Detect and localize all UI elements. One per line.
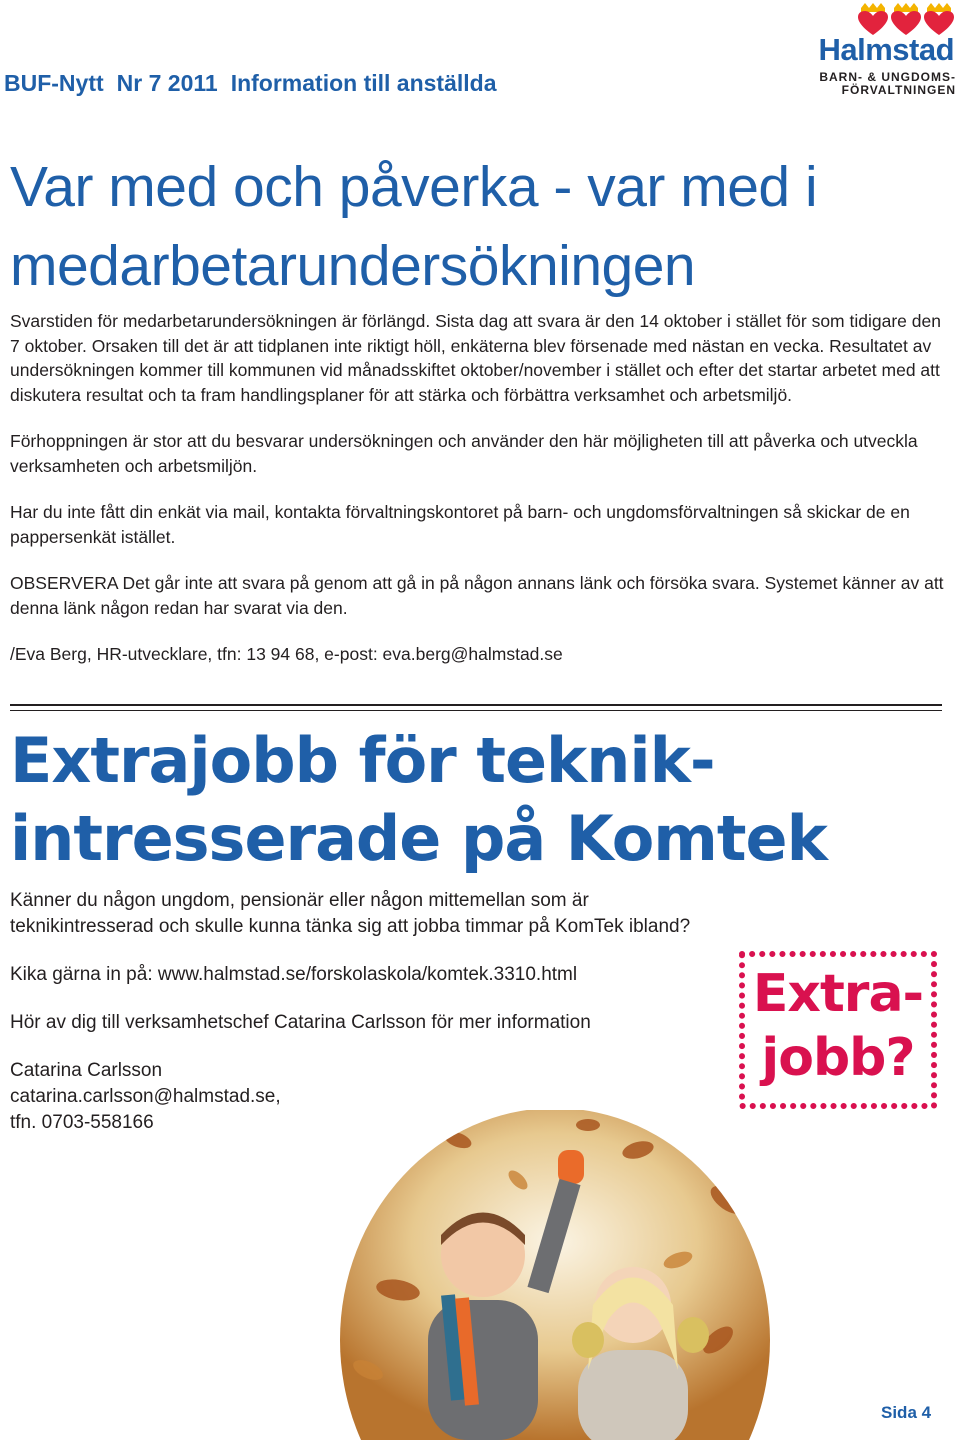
logo-wordmark: Halmstad xyxy=(818,32,954,67)
article-1-title: Var med och påverka - var med i medarbetarundersökningen xyxy=(10,155,818,298)
callout-line-2: jobb? xyxy=(761,1028,915,1088)
extrajobb-callout xyxy=(738,950,938,1110)
article-2-paragraph: Känner du någon ungdom, pensionär eller någon mittemellan som är teknikintresserad och skulle kunna tänka sig att jobba timmar på KomTek ibland? xyxy=(10,890,691,937)
publication-name: BUF-Nytt xyxy=(4,70,104,96)
contact-phone: tfn. 0703-558166 xyxy=(10,1112,154,1133)
contact-email: catarina.carlsson@halmstad.se, xyxy=(10,1086,281,1107)
article-2-title: Extrajobb för teknik-intresserade på Komtek xyxy=(10,724,827,875)
article-1-paragraph: Förhoppningen är stor att du besvarar undersökningen och använder den här möjligheten till att påverka och utveckla verksamheten och arbetsmiljön. xyxy=(10,431,918,476)
callout-line-1: Extra- xyxy=(752,964,924,1024)
article-1-body xyxy=(10,309,950,689)
crowned-hearts-icon xyxy=(856,2,960,36)
article-1-paragraph: Har du inte fått din enkät via mail, kontakta förvaltningskontoret på barn- och ungdomsförvaltningen så skickar de en pappersenkät istället. xyxy=(10,502,910,547)
article-2-link-paragraph: Kika gärna in på: www.halmstad.se/forskolaskola/komtek.3310.html xyxy=(10,964,578,985)
newsletter-header xyxy=(4,70,510,97)
section-divider xyxy=(10,704,942,711)
header-subtitle: Information till anställda xyxy=(230,70,497,96)
page-number: Sida 4 xyxy=(881,1403,932,1422)
issue-number: Nr 7 2011 xyxy=(116,70,218,96)
article-2-paragraph: Hör av dig till verksamhetschef Catarina Carlsson för mer information xyxy=(10,1012,591,1033)
article-1-signature: /Eva Berg, HR-utvecklare, tfn: 13 94 68, e-post: eva.berg@halmstad.se xyxy=(10,644,563,664)
contact-name: Catarina Carlsson xyxy=(10,1060,163,1081)
article-1-paragraph: OBSERVERA Det går inte att svara på genom att gå in på någon annans länk och försöka svara. Systemet känner av att denna länk någon redan har svarat via den. xyxy=(10,573,944,618)
halmstad-logo xyxy=(808,2,958,98)
children-playing-in-autumn-leaves-photo xyxy=(338,1110,772,1440)
logo-subline-2: FÖRVALTNINGEN xyxy=(841,83,956,97)
logo-subline-1: BARN- & UNGDOMS- xyxy=(819,70,956,84)
article-1-paragraph: Svarstiden för medarbetarundersökningen är förlängd. Sista dag att svara är den 14 oktober i stället för som tidigare den 7 oktober. Orsaken till det är att tidplanen inte riktigt höll, enkäterna blev försenade med nästan en vecka. Resultatet av undersökningen kommer till kommunen vid månadsskiftet oktober/november i stället och efter det startar arbetet med att diskutera resultat och ta fram handlingsplaner för att stärka och förbättra verksamhet och arbetsmiljö. xyxy=(10,311,941,405)
